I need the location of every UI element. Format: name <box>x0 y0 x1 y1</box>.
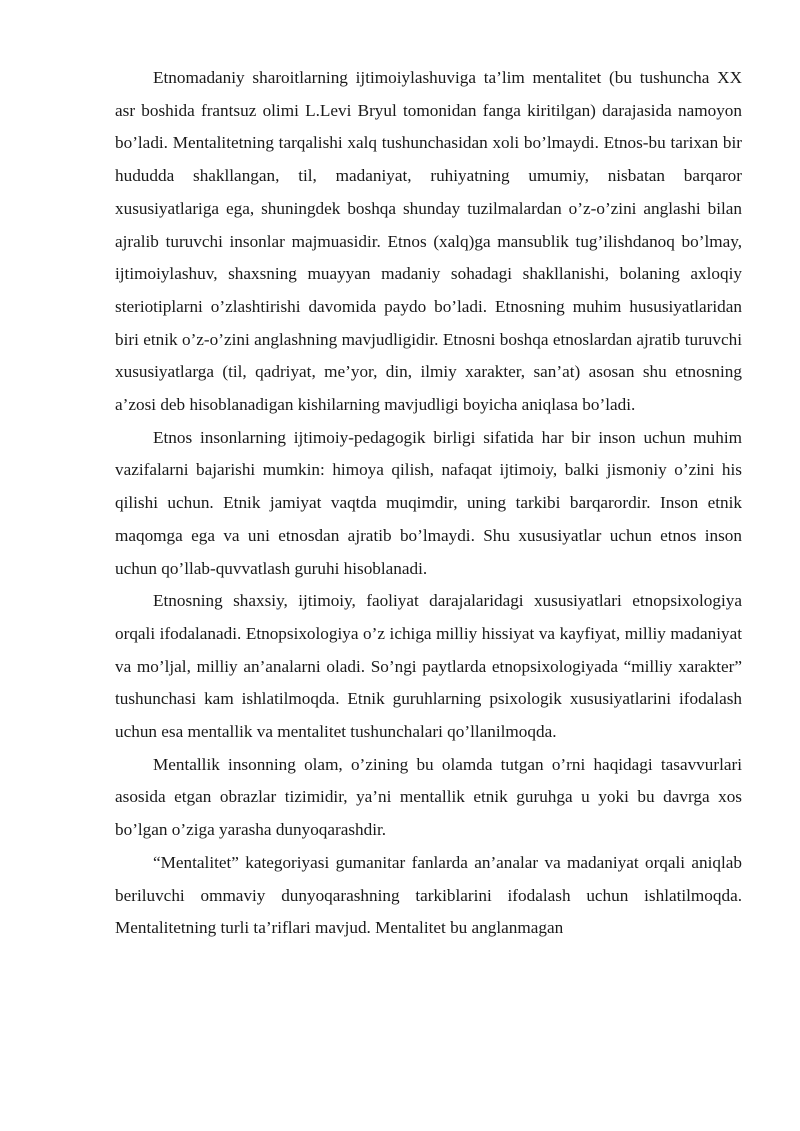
paragraph-ethnos-functions: Etnos insonlarning ijtimoiy-pedagogik birligi sifatida har bir inson uchun muhim vazifalarni bajarishi mumkin: himoya qilish, nafaqat ijtimoiy, balki jismoniy o’zini his qilishi uchun. Etnik jamiyat vaqtda muqimdir, uning tarkibi barqarordir. Inson etnik maqomga ega va uni etnosdan ajratib bo’lmaydi. Shu xususiyatlar uchun etnos inson uchun qo’llab-quvvatlash guruhi hisoblanadi. <box>115 427 742 578</box>
paragraph-mentalitet-category: “Mentalitet” kategoriyasi gumanitar fanlarda an’analar va madaniyat orqali aniqlab beriluvchi ommaviy dunyoqarashning tarkiblarini ifodalash uchun ishlatilmoqda. Mentalitetning turli ta’riflari mavjud. Mentalitet bu anglanmagan <box>115 852 742 938</box>
paragraph-mentality-definition: Mentallik insonning olam, o’zining bu olamda tutgan o’rni haqidagi tasavvurlari asosida etgan obrazlar tizimidir, ya’ni mentallik etnik guruhga u yoki bu davrga xos bo’lgan o’ziga yarasha dunyoqarashdir. <box>115 754 742 840</box>
paragraph-ethnopsychology: Etnosning shaxsiy, ijtimoiy, faoliyat darajalaridagi xususiyatlari etnopsixologiya orqali ifodalanadi. Etnopsixologiya o’z ichiga milliy hissiyat va kayfiyat, milliy madaniyat va mo’ljal, milliy an’analarni oladi. So’ngi paytlarda etnopsixologiyada “milliy xarakter” tushunchasi kam ishlatilmoqda. Etnik guruhlarning psixologik xususiyatlarini ifodalash uchun esa mentallik va mentalitet tushunchalari qo’llanilmoqda. <box>115 591 742 742</box>
document-body <box>115 62 742 945</box>
paragraph-ethnocultural-socialization: Etnomadaniy sharoitlarning ijtimoiylashuviga ta’lim mentalitet (bu tushuncha XX asr boshida frantsuz olimi L.Levi Bryul tomonidan fanga kiritilgan) darajasida namoyon bo’ladi. Mentalitetning tarqalishi xalq tushunchasidan xoli bo’lmaydi. Etnos-bu tarixan bir hududda shakllangan, til, madaniyat, ruhiyatning umumiy, nisbatan barqaror xususiyatlariga ega, shuningdek boshqa shunday tuzilmalardan o’z-o’zini anglashi bilan ajralib turuvchi insonlar majmuasidir. Etnos (xalq)ga mansublik tug’ilishdanoq bo’lmay, ijtimoiylashuv, shaxsning muayyan madaniy sohadagi shakllanishi, bolaning axloqiy steriotiplarni o’zlashtirishi davomida paydo bo’ladi. Etnosning muhim hususiyatlaridan biri etnik o’z-o’zini anglashning mavjudligidir. Etnosni boshqa etnoslardan ajratib turuvchi xususiyatlarga (til, qadriyat, me’yor, din, ilmiy xarakter, san’at) asosan shu etnosning a’zosi deb hisoblanadigan kishilarning mavjudligi boyicha aniqlasa bo’ladi. <box>115 68 742 415</box>
